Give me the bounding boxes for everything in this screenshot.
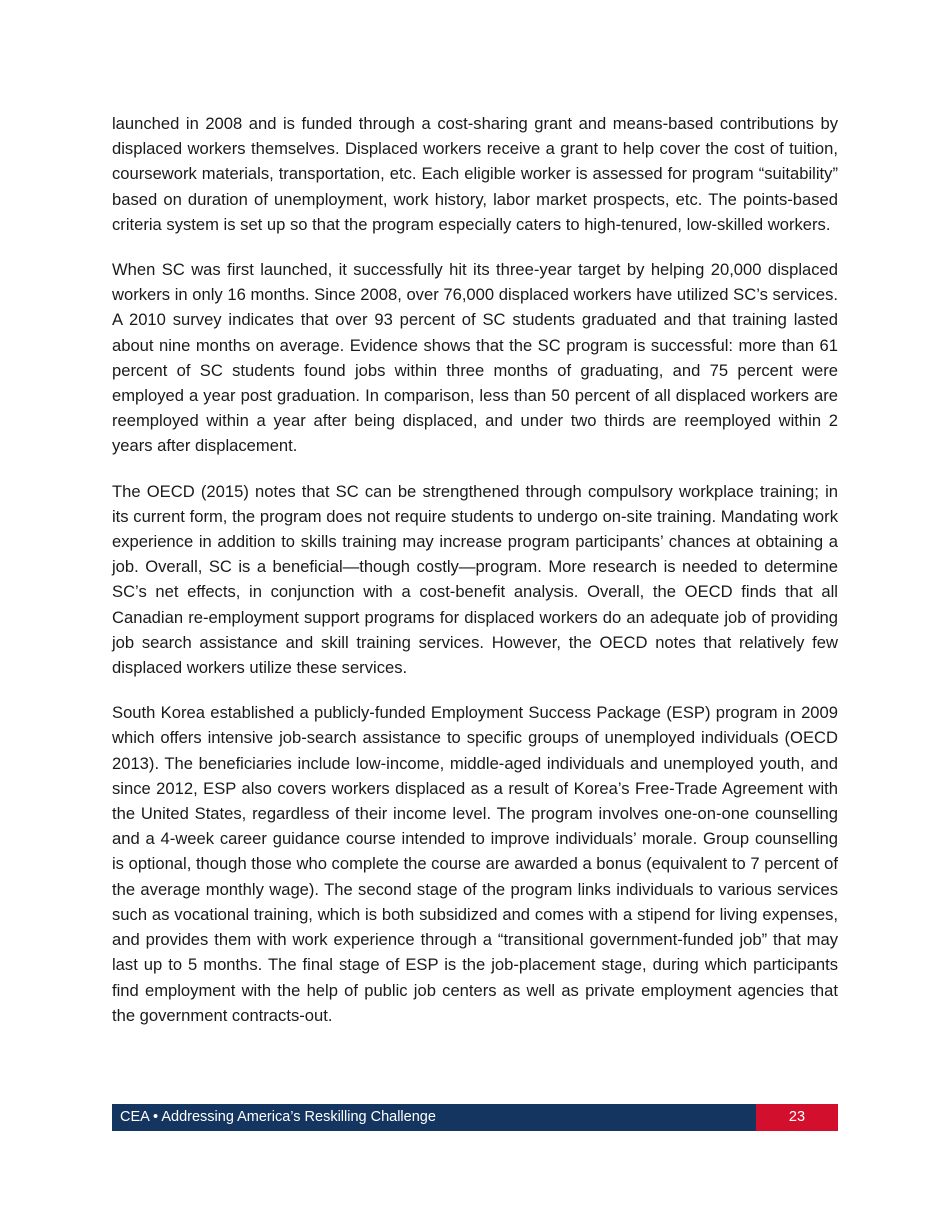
page-footer xyxy=(112,1104,838,1131)
paragraph-1: launched in 2008 and is funded through a cost-sharing grant and means-based contributions by displaced workers themselves. Displaced workers receive a grant to help cover the cost of tuition, coursework materials, transportation, etc. Each eligible worker is assessed for program “suitability” based on duration of unemployment, work history, labor market prospects, etc. The points-based criteria system is set up so that the program especially caters to high-tenured, low-skilled workers. xyxy=(112,114,838,234)
footer-title: CEA • Addressing America’s Reskilling Challenge xyxy=(112,1104,756,1131)
paragraph-3: The OECD (2015) notes that SC can be strengthened through compulsory workplace training; in its current form, the program does not require students to undergo on-site training. Mandating work experience in addition to skills training may increase program participants’ chances at obtaining a job. Overall, SC is a beneficial—though costly—program. More research is needed to determine SC’s net effects, in conjunction with a cost-benefit analysis. Overall, the OECD finds that all Canadian re-employment support programs for displaced workers do an adequate job of providing job search assistance and skill training services. However, the OECD notes that relatively few displaced workers utilize these services. xyxy=(112,481,838,678)
page-number: 23 xyxy=(756,1104,838,1131)
document-body xyxy=(112,111,838,1048)
paragraph-4: South Korea established a publicly-funded Employment Success Package (ESP) program in 2009 which offers intensive job-search assistance to specific groups of unemployed individuals (OECD 2013). The beneficiaries include low-income, middle-aged individuals and unemployed youth, and since 2012, ESP also covers workers displaced as a result of Korea’s Free-Trade Agreement with the United States, regardless of their income level. The program involves one-on-one counselling and a 4-week career guidance course intended to improve individuals’ morale. Group counselling is optional, though those who complete the course are awarded a bonus (equivalent to 7 percent of the average monthly wage). The second stage of the program links individuals to various services such as vocational training, which is both subsidized and comes with a stipend for living expenses, and provides them with work experience through a “transitional government-funded job” that may last up to 5 months. The final stage of ESP is the job-placement stage, during which participants find employment with the help of public job centers as well as private employment agencies that the government contracts-out. xyxy=(112,703,838,1025)
paragraph-2: When SC was first launched, it successfully hit its three-year target by helping 20,000 displaced workers in only 16 months. Since 2008, over 76,000 displaced workers have utilized SC’s services. A 2010 survey indicates that over 93 percent of SC students graduated and that training lasted about nine months on average. Evidence shows that the SC program is successful: more than 61 percent of SC students found jobs within three months of graduating, and 75 percent were employed a year post graduation. In comparison, less than 50 percent of all displaced workers are reemployed within a year after being displaced, and under two thirds are reemployed within 2 years after displacement. xyxy=(112,260,838,456)
